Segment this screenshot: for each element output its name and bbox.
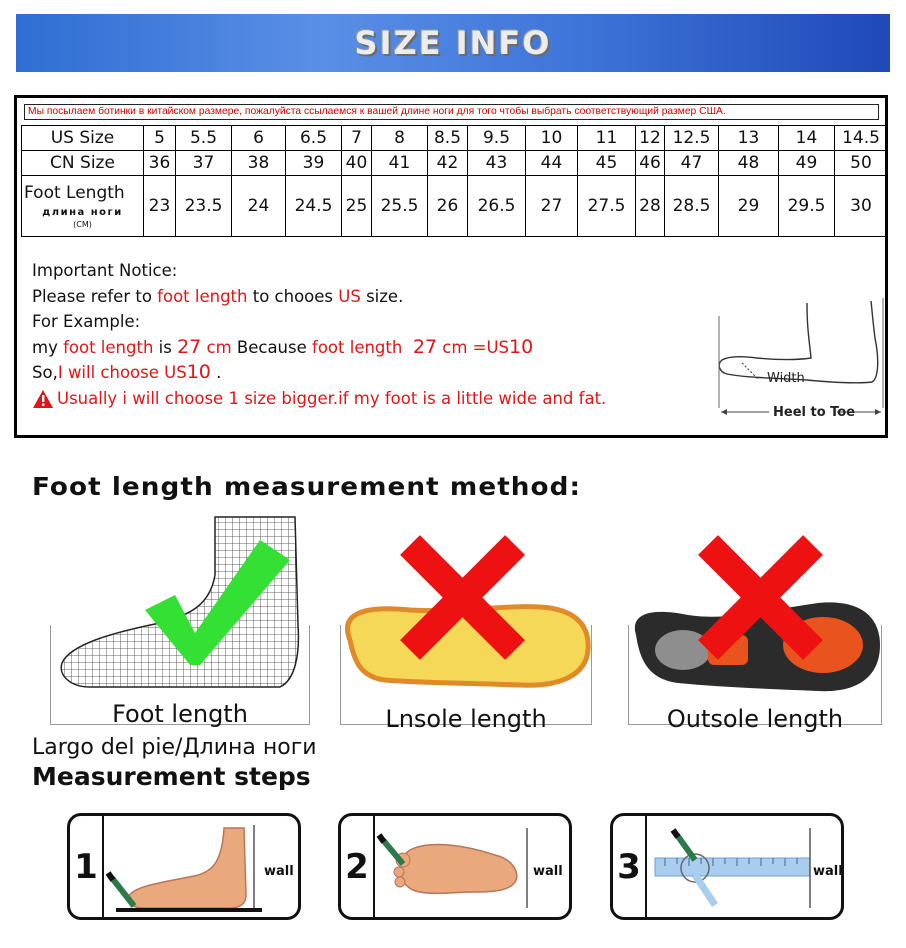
notice-heading: Important Notice: [32,261,178,280]
wall-label: wall [533,864,563,879]
table-cell: 14.5 [835,126,888,151]
notice-text: size. [360,286,404,306]
panel-caption: Lnsole length [385,705,547,733]
notice-highlight: 27 [412,335,438,358]
step-number: 3 [613,816,647,917]
panel-caption: Outsole length [666,705,844,733]
table-cell: 5 [144,126,176,151]
table-cell: 29 [719,176,779,237]
table-cell: 43 [468,151,526,176]
panel-foot-length [50,515,310,730]
warning-icon [32,389,54,409]
notice-highlight: foot length [63,337,154,357]
table-cell: 5.5 [176,126,232,151]
table-cell: 8 [372,126,428,151]
notice-highlight: US [338,286,361,306]
table-cell: 41 [372,151,428,176]
notice-highlight: 10 [186,361,211,384]
table-cell: 45 [578,151,636,176]
notice-text: Please refer to [32,286,158,306]
table-cell: 6.5 [286,126,342,151]
notice-highlight: 10 [509,335,534,358]
table-cell: 11 [578,126,636,151]
step-number: 2 [341,816,375,917]
cn-size-row [22,151,888,176]
pen-icon [673,830,695,860]
step-1-card [67,813,301,920]
notice-highlight: foot length [157,286,248,306]
foot-length-label-ru: длина ноги [42,207,123,218]
pen-icon [379,835,403,864]
table-cell: 47 [665,151,719,176]
foot-length-row [22,176,888,237]
notice-text: Because [231,337,313,357]
table-cell: 36 [144,151,176,176]
foot-top-image [375,820,535,915]
table-cell: 25.5 [372,176,428,237]
foot-outline-diagram [707,298,887,428]
notice-highlight: 27 [177,335,202,358]
foot-length-subcaption: Largo del pie/Длина ноги [32,735,317,760]
foot-length-label: Foot Length [24,183,125,203]
table-cell: 27.5 [578,176,636,237]
notice-line-3 [32,335,606,361]
table-cell: 6 [232,126,286,151]
table-cell: 12 [636,126,665,151]
table-cell: 37 [176,151,232,176]
notice-line-4 [32,360,606,386]
wall-label: wall [813,864,843,879]
notice-text: my [32,337,64,357]
foot-side-image [104,820,264,915]
step-number: 1 [70,816,104,917]
table-cell: 28 [636,176,665,237]
step-3-card [610,813,844,920]
table-cell: 40 [342,151,372,176]
table-cell: 28.5 [665,176,719,237]
notice-highlight: cm =US [437,337,510,357]
table-cell: 7 [342,126,372,151]
size-table [21,125,888,237]
notice-text: is [153,337,178,357]
size-chart-box [14,95,888,438]
foot-length-label-cell [22,176,144,237]
wireframe-foot-image [50,515,310,695]
table-cell: 9.5 [468,126,526,151]
panel-caption: Foot length [112,700,248,728]
table-cell: 48 [719,151,779,176]
pen-icon [108,873,134,906]
table-cell: 12.5 [665,126,719,151]
table-cell: 24 [232,176,286,237]
heel-to-toe-label: Heel to Toe [773,405,856,420]
wall-label: wall [264,864,294,879]
table-cell: 49 [779,151,835,176]
table-cell: 44 [526,151,578,176]
notice-highlight: I will choose US [57,363,187,383]
table-cell: 23.5 [176,176,232,237]
warning-text: Usually i will choose 1 size bigger.if my foot is a little wide and fat. [57,388,607,408]
table-cell: 30 [835,176,888,237]
cn-size-label: CN Size [22,151,144,176]
notice-text: . [210,363,222,383]
table-cell: 10 [526,126,578,151]
table-cell: 29.5 [779,176,835,237]
table-cell: 39 [286,151,342,176]
table-cell: 14 [779,126,835,151]
notice-line-2: For Example: [32,312,141,332]
table-cell: 38 [232,151,286,176]
notice-highlight: foot length [312,337,403,357]
method-title: Foot length measurement method: [32,472,582,501]
table-cell: 13 [719,126,779,151]
table-cell: 27 [526,176,578,237]
us-size-label: US Size [22,126,144,151]
outsole-image [628,515,882,695]
table-cell: 25 [342,176,372,237]
table-cell: 24.5 [286,176,342,237]
ruler-image [647,820,812,915]
us-size-row [22,126,888,151]
table-cell: 26 [428,176,468,237]
panel-insole-length [340,515,592,733]
width-label: Width [767,371,805,386]
insole-image [340,515,592,695]
notice-line-1 [32,284,606,310]
important-notice [32,258,606,412]
table-cell: 46 [636,151,665,176]
russian-note: Мы посылаем ботинки в китайском размере, пожалуйста ссылаемся к вашей длине ноги для того чтобы выбрать соответствующий размер США. [24,104,879,120]
foot-length-unit: (CM) [73,220,92,229]
step-2-card [338,813,572,920]
table-cell: 42 [428,151,468,176]
panel-outsole-length [628,515,882,733]
notice-text: So, [32,363,58,383]
table-cell: 26.5 [468,176,526,237]
notice-highlight: cm [201,337,232,357]
table-cell: 8.5 [428,126,468,151]
banner-title: SIZE INFO [354,24,552,62]
notice-text: to chooes [247,286,339,306]
steps-title: Measurement steps [32,762,311,791]
notice-warning [32,386,606,412]
table-cell: 50 [835,151,888,176]
table-cell: 23 [144,176,176,237]
size-info-banner [16,14,890,72]
